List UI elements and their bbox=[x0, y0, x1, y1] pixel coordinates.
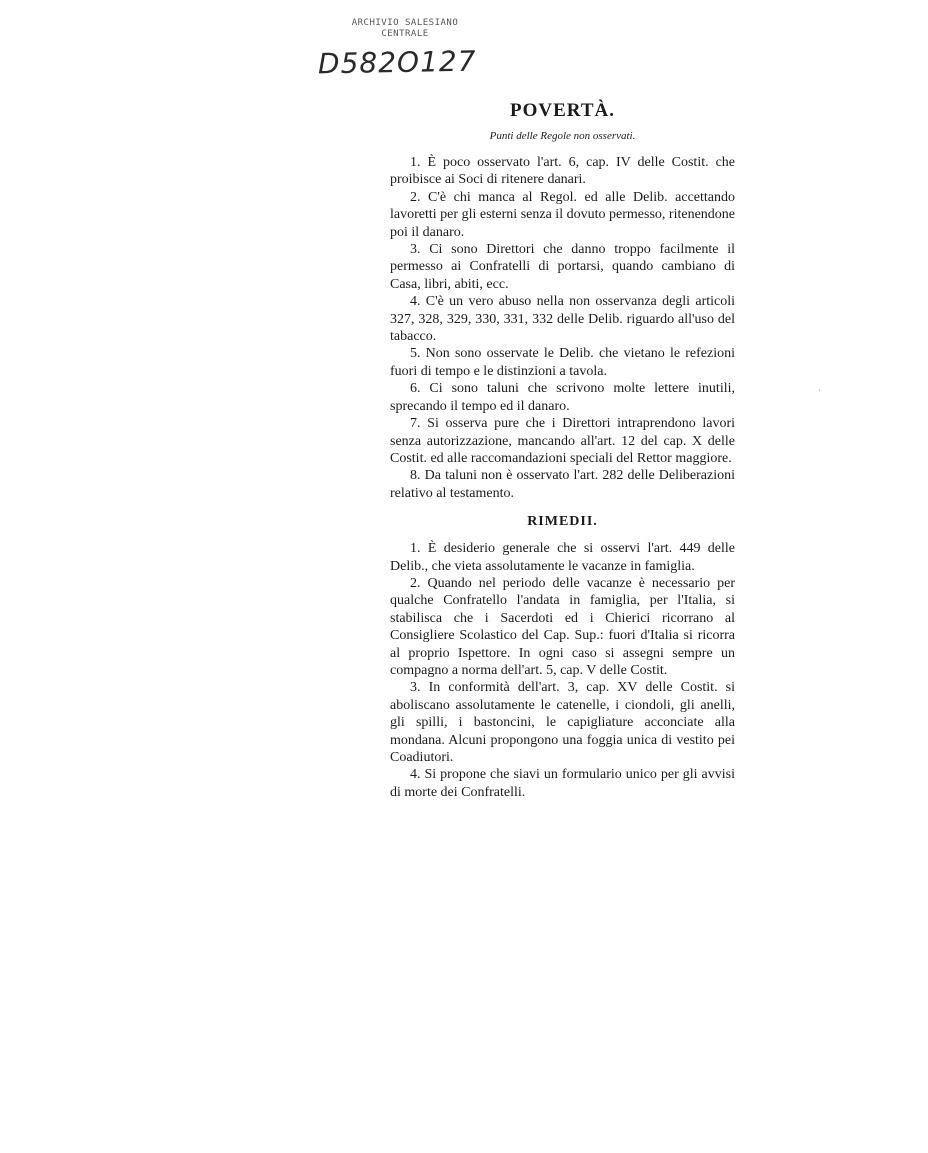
remedies-list bbox=[390, 540, 735, 801]
remedy-item: 4. Si propone che siavi un formulario unico per gli avvisi di morte dei Confratelli. bbox=[390, 767, 735, 800]
point-item: 5. Non sono osservate le Delib. che vietano le refezioni fuori di tempo e le distinzioni a tavola. bbox=[390, 346, 735, 379]
archive-code: D582O127 bbox=[317, 44, 477, 81]
point-item: 1. È poco osservato l'art. 6, cap. IV delle Costit. che proibisce ai Soci di ritenere danari. bbox=[390, 155, 735, 188]
remedy-item: 3. In conformità dell'art. 3, cap. XV delle Costit. si aboliscano assolutamente le catenelle, i ciondoli, gli anelli, gli spilli, i bastoncini, le capigliature acconciate alla mondana. Alcuni propongono una foggia unica di vestito pei Coadiutori. bbox=[390, 680, 735, 765]
margin-mark: · bbox=[818, 386, 821, 395]
point-item: 8. Da taluni non è osservato l'art. 282 delle Deliberazioni relativo al testamento. bbox=[390, 468, 735, 501]
point-item: 6. Ci sono taluni che scrivono molte lettere inutili, sprecando il tempo ed il danaro. bbox=[390, 381, 735, 414]
page-title: POVERTÀ. bbox=[510, 100, 615, 121]
remedies-heading: RIMEDII. bbox=[527, 514, 598, 530]
document-column bbox=[390, 100, 735, 801]
page-subtitle: Punti delle Regole non osservati. bbox=[489, 130, 636, 142]
archive-stamp-line1: ARCHIVIO SALESIANO bbox=[351, 18, 459, 28]
point-item: 3. Ci sono Direttori che danno troppo facilmente il permesso ai Confratelli di portarsi, quando cambiano di Casa, libri, abiti, ecc. bbox=[390, 242, 735, 292]
archive-stamp-line2: CENTRALE bbox=[381, 29, 429, 39]
remedy-item: 1. È desiderio generale che si osservi l'art. 449 delle Delib., che vieta assolutamente le vacanze in famiglia. bbox=[390, 541, 735, 574]
point-item: 2. C'è chi manca al Regol. ed alle Delib. accettando lavoretti per gli esterni senza il dovuto permesso, ritenendone poi il danaro. bbox=[390, 189, 735, 240]
point-item: 4. C'è un vero abuso nella non osservanza degli articoli 327, 328, 329, 330, 331, 332 delle Delib. riguardo all'uso del tabacco. bbox=[390, 294, 735, 345]
points-list bbox=[390, 154, 735, 502]
archive-stamp bbox=[350, 18, 460, 40]
remedy-item: 2. Quando nel periodo delle vacanze è necessario per qualche Confratello l'andata in famiglia, per l'Italia, si stabilisca che i Sacerdoti ed i Chierici ricorrano al Consigliere Scolastico del Cap. Sup.: fuori d'Italia si ricorra al proprio Ispettore. In ogni caso si assegni sempre un compagno a norma dell'art. 5, cap. V delle Costit. bbox=[390, 575, 735, 678]
point-item: 7. Si osserva pure che i Direttori intraprendono lavori senza autorizzazione, mancando all'art. 12 del cap. X delle Costit. ed alle raccomandazioni speciali del Rettor maggiore. bbox=[390, 416, 735, 466]
